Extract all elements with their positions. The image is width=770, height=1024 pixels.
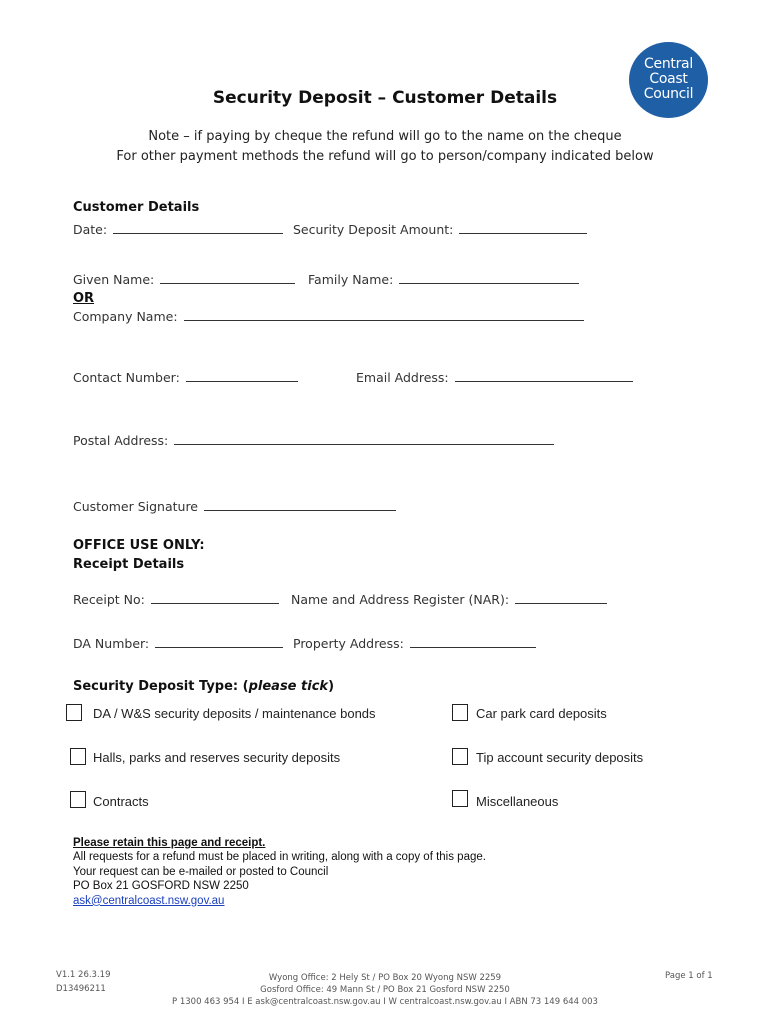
office-use-heading: OFFICE USE ONLY: (73, 538, 205, 553)
page-title: Security Deposit – Customer Details (212, 88, 558, 108)
customer-signature-blank[interactable] (204, 499, 396, 511)
contact-number-label: Contact Number: (73, 370, 180, 385)
nar-label: Name and Address Register (NAR): (291, 592, 510, 607)
customer-signature-field[interactable] (73, 499, 396, 514)
option-halls-parks-label: Halls, parks and reserves security deposits (93, 750, 341, 765)
checkbox-halls-parks[interactable] (70, 748, 86, 765)
company-name-blank[interactable] (184, 309, 584, 321)
option-contracts-label: Contracts (93, 794, 149, 809)
contact-number-field[interactable] (73, 370, 298, 385)
email-address-field[interactable] (356, 370, 633, 385)
receipt-no-label: Receipt No: (73, 592, 145, 607)
postal-address-field[interactable] (73, 433, 554, 448)
option-da-ws-label: DA / W&S security deposits / maintenance bonds (93, 706, 376, 721)
version-text: V1.1 26.3.19 (56, 970, 111, 980)
receipt-no-field[interactable] (73, 592, 279, 607)
email-address-label: Email Address: (356, 370, 449, 385)
option-tip-account-label: Tip account security deposits (476, 750, 644, 765)
checkbox-da-ws[interactable] (66, 704, 82, 721)
receipt-details-heading: Receipt Details (73, 557, 185, 572)
footer-wyong-office: Wyong Office: 2 Hely St / PO Box 20 Wyong NSW 2259 (268, 973, 502, 983)
nar-blank[interactable] (515, 592, 607, 604)
retain-heading: Please retain this page and receipt. (73, 837, 266, 849)
deposit-type-heading-prefix: Security Deposit Type: ( (73, 679, 249, 694)
nar-field[interactable] (291, 592, 607, 607)
deposit-amount-label: Security Deposit Amount: (293, 222, 454, 237)
email-address-blank[interactable] (455, 370, 633, 382)
da-number-label: DA Number: (73, 636, 150, 651)
company-name-label: Company Name: (73, 309, 178, 324)
customer-signature-label: Customer Signature (73, 499, 198, 514)
note-line-1: Note – if paying by cheque the refund will go to the name on the cheque (148, 129, 622, 144)
property-address-blank[interactable] (410, 636, 536, 648)
checkbox-tip-account[interactable] (452, 748, 468, 765)
date-field[interactable] (73, 222, 283, 237)
checkbox-car-park[interactable] (452, 704, 468, 721)
family-name-blank[interactable] (399, 272, 579, 284)
da-number-field[interactable] (73, 636, 283, 651)
page-number: Page 1 of 1 (665, 971, 713, 981)
contact-number-blank[interactable] (186, 370, 298, 382)
logo-line-2: Coast (649, 71, 688, 87)
document-id: D13496211 (56, 984, 106, 994)
postal-address-label: Postal Address: (73, 433, 169, 448)
date-label: Date: (73, 222, 108, 237)
given-name-blank[interactable] (160, 272, 295, 284)
given-name-field[interactable] (73, 272, 295, 287)
deposit-type-heading-italic: please tick (248, 679, 329, 694)
customer-details-heading: Customer Details (73, 200, 200, 215)
receipt-no-blank[interactable] (151, 592, 279, 604)
logo-line-3: Council (643, 86, 694, 102)
or-label: OR (73, 291, 95, 306)
logo-line-1: Central (644, 56, 693, 72)
retain-notice (73, 836, 486, 908)
postal-address-blank[interactable] (174, 433, 554, 445)
family-name-label: Family Name: (308, 272, 394, 287)
property-address-label: Property Address: (293, 636, 404, 651)
retain-line-3: PO Box 21 GOSFORD NSW 2250 (73, 880, 249, 893)
note-line-2: For other payment methods the refund will go to person/company indicated below (116, 149, 654, 164)
checkbox-contracts[interactable] (70, 791, 86, 808)
family-name-field[interactable] (308, 272, 579, 287)
retain-line-1: All requests for a refund must be placed in writing, along with a copy of this page. (73, 851, 486, 864)
council-email-link[interactable]: ask@centralcoast.nsw.gov.au (73, 894, 225, 907)
deposit-amount-blank[interactable] (459, 222, 587, 234)
date-blank[interactable] (113, 222, 283, 234)
footer-contact-line: P 1300 463 954 I E ask@centralcoast.nsw.gov.au I W centralcoast.nsw.gov.au I ABN 73 149 644 003 (172, 997, 598, 1007)
deposit-type-heading-suffix: ) (328, 679, 335, 694)
property-address-field[interactable] (293, 636, 536, 651)
option-car-park-label: Car park card deposits (476, 706, 607, 721)
checkbox-miscellaneous[interactable] (452, 790, 468, 807)
option-miscellaneous-label: Miscellaneous (476, 794, 559, 809)
company-name-field[interactable] (73, 309, 584, 324)
given-name-label: Given Name: (73, 272, 155, 287)
retain-line-2: Your request can be e-mailed or posted to Council (73, 865, 329, 878)
deposit-amount-field[interactable] (293, 222, 587, 237)
deposit-type-heading (73, 679, 334, 694)
da-number-blank[interactable] (155, 636, 283, 648)
footer-gosford-office: Gosford Office: 49 Mann St / PO Box 21 Gosford NSW 2250 (260, 985, 510, 995)
